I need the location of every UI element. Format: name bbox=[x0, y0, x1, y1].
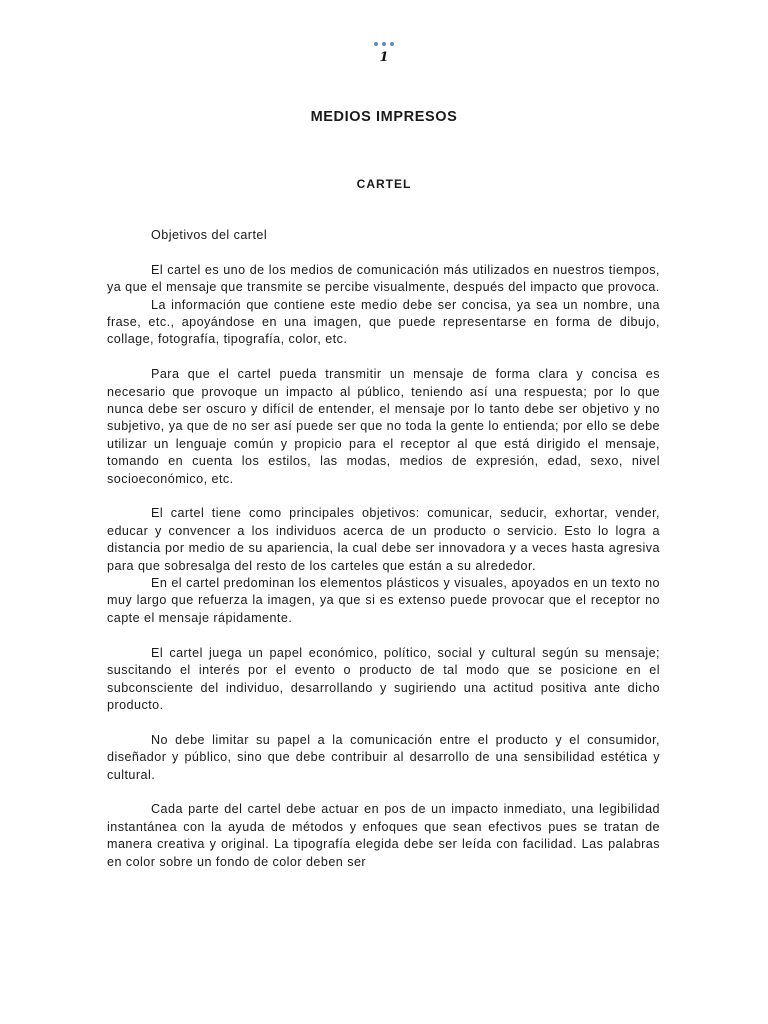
document-body bbox=[107, 227, 660, 869]
page-header bbox=[0, 40, 768, 65]
section-heading: Objetivos del cartel bbox=[151, 228, 268, 242]
paragraph: Cada parte del cartel debe actuar en pos de un impacto inmediato, una legibilidad instantánea con la ayuda de métodos y enfoques que sean efectivos pues se tratan de manera creativa y original. La tipografía elegida debe ser leída con facilidad. Las palabras en color sobre un fondo de color deben ser bbox=[107, 802, 660, 869]
dots-ornament bbox=[0, 40, 768, 48]
page-title: MEDIOS IMPRESOS bbox=[310, 109, 458, 125]
dot bbox=[382, 42, 386, 46]
paragraph: El cartel juega un papel económico, político, social y cultural según su mensaje; suscitando el interés por el evento o producto de tal modo que se posicione en el subconsciente del individuo, desarrollando y sugiriendo una actitud positiva ante dicho producto. bbox=[107, 645, 660, 712]
paragraph: Para que el cartel pueda transmitir un mensaje de forma clara y concisa es necesario que provoque un impacto al público, teniendo así una respuesta; por lo que nunca debe ser oscuro y difícil de entender, el mensaje por lo tanto debe ser objetivo y no subjetivo, ya que de no ser así puede ser que no toda la gente lo entienda; por ello se debe utilizar un lenguaje común y propicio para el receptor al que está dirigido el mensaje, tomando en cuenta los estilos, las modas, medios de expresión, edad, sexo, nivel socioeconómico, etc. bbox=[107, 367, 660, 486]
paragraph: En el cartel predominan los elementos plásticos y visuales, apoyados en un texto no muy largo que refuerza la imagen, ya que si es extenso puede provocar que el receptor no capte el mensaje rápidamente. bbox=[107, 576, 660, 625]
section-title: CARTEL bbox=[356, 177, 412, 191]
paragraph: El cartel es uno de los medios de comunicación más utilizados en nuestros tiempos, ya que el mensaje que transmite se percibe visualmente, después del impacto que provoca. bbox=[107, 262, 660, 295]
paragraph: La información que contiene este medio debe ser concisa, ya sea un nombre, una frase, etc., apoyándose en una imagen, que puede representarse en forma de dibujo, collage, fotografía, tipografía, color, etc. bbox=[107, 297, 660, 347]
page-number: 1 bbox=[379, 50, 389, 65]
paragraph: El cartel tiene como principales objetivos: comunicar, seducir, exhortar, vender, educar y convencer a los individuos acerca de un producto o servicio. Esto lo logra a distancia por medio de su apariencia, la cual debe ser innovadora y a veces hasta agresiva para que sobresalga del resto de los carteles que están a su alrededor. bbox=[107, 506, 660, 573]
dot bbox=[374, 42, 378, 46]
dot bbox=[390, 42, 394, 46]
paragraph: No debe limitar su papel a la comunicación entre el producto y el consumidor, diseñador y público, sino que debe contribuir al desarrollo de una sensibilidad estética y cultural. bbox=[107, 732, 660, 782]
